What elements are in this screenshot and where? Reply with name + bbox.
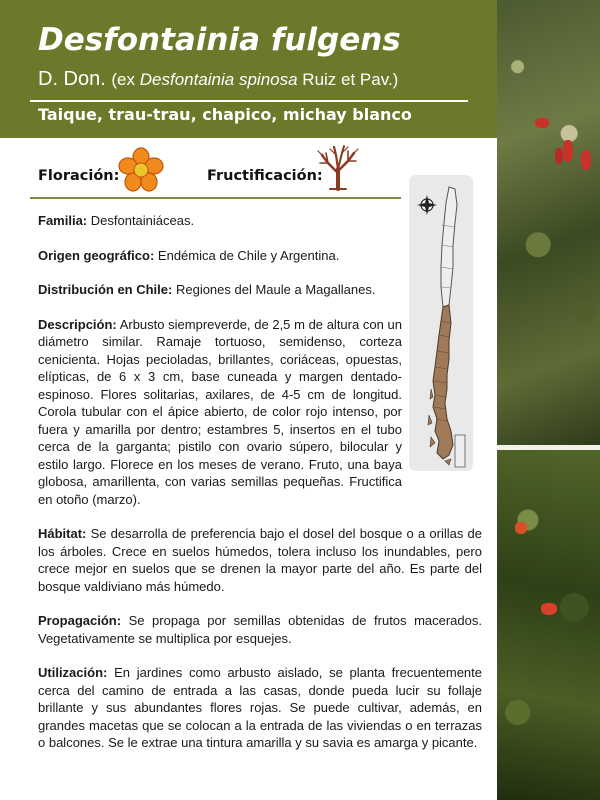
flower-icon xyxy=(118,147,164,193)
species-authority xyxy=(38,68,398,91)
plant-photo-top xyxy=(497,0,600,445)
species-description xyxy=(38,212,482,769)
red-flower xyxy=(563,140,573,162)
red-flower xyxy=(581,150,591,170)
descripcion-paragraph xyxy=(38,316,402,509)
distribucion-paragraph xyxy=(38,281,402,299)
author-abbrev: D. Don. xyxy=(38,68,106,90)
common-names: Taique, trau-trau, chapico, michay blanco xyxy=(38,105,412,124)
red-flower xyxy=(515,522,527,534)
familia-paragraph xyxy=(38,212,402,230)
descripcion-label: Descripción: xyxy=(38,316,117,332)
utilizacion-text: En jardines como arbusto aislado, se planta frecuentemente cerca del camino de entrada a las casas, donde pueda lucir su follaje brillante y sus abundantes flores rojas. Se puede cultivar, además, en grandes macetas que se colocan a la entrada de las viviendas o en terrazas o balcones. Se le extrae una tintura amarilla y su savia es amarga y picante. xyxy=(38,665,482,750)
title-header xyxy=(0,0,497,138)
familia-label: Familia: xyxy=(38,213,88,228)
synonym-authority: Ruiz et Pav.) xyxy=(302,70,399,89)
origen-paragraph xyxy=(38,247,402,265)
synonym-prefix: (ex xyxy=(111,70,135,89)
habitat-text: Se desarrolla de preferencia bajo el dosel del bosque o a orillas de los árboles. Crece en suelos húmedos, tolera incluso los inundables, pero crece mejor en suelos que se drenen la mayor parte del año. Es parte del bosque valdiviano más húmedo. xyxy=(38,526,482,594)
section-divider xyxy=(30,197,401,199)
origen-label: Origen geográfico: xyxy=(38,247,155,263)
bare-tree-icon xyxy=(314,143,362,191)
propagacion-label: Propagación: xyxy=(38,613,122,628)
habitat-paragraph xyxy=(38,525,482,595)
header-divider xyxy=(30,100,468,102)
familia-text: Desfontainiáceas. xyxy=(90,213,195,228)
utilizacion-paragraph xyxy=(38,664,482,752)
fruiting-label: Fructificación: xyxy=(207,168,323,184)
propagacion-text: Se propaga por semillas obtenidas de frutos macerados. Vegetativamente se multiplica por esquejes. xyxy=(38,613,482,646)
plant-photo-bottom xyxy=(497,450,600,800)
red-flower xyxy=(555,148,563,164)
flowering-label: Floración: xyxy=(38,168,120,184)
red-flower xyxy=(535,118,549,128)
habitat-label: Hábitat: xyxy=(38,526,87,541)
plant-photo-strip xyxy=(497,0,600,800)
utilizacion-label: Utilización: xyxy=(38,665,108,680)
distribucion-text: Regiones del Maule a Magallanes. xyxy=(175,282,376,297)
descripcion-text: Arbusto siempreverde, de 2,5 m de altura con un diámetro similar. Ramaje tortuoso, semidenso, corteza cenicienta. Hojas pecioladas, brillantes, coriáceas, opuestas, elípticas, de 6 x 3 cm, base cuneada y margen dentado-espinoso. Flores solitarias, axilares, de 4-5 cm de longitud. Corola tubular con el ápice abierto, de color rojo intenso, por fuera y amarilla por dentro; estambres 5, insertos en el tubo cerca de la garganta; pistilo con ovario súpero, bilocular y estilo largo. Florece en los meses de verano. Fruto, una baya globosa, amarillenta, con varias semillas pequeñas. Fructifica en otoño (marzo). xyxy=(38,316,402,507)
distribucion-label: Distribución en Chile: xyxy=(38,282,173,297)
synonym-name: Desfontainia spinosa xyxy=(139,70,298,89)
scientific-name: Desfontainia fulgens xyxy=(38,22,401,58)
origen-text: Endémica de Chile y Argentina. xyxy=(157,247,340,263)
red-flower xyxy=(541,603,557,615)
propagacion-paragraph xyxy=(38,612,482,647)
